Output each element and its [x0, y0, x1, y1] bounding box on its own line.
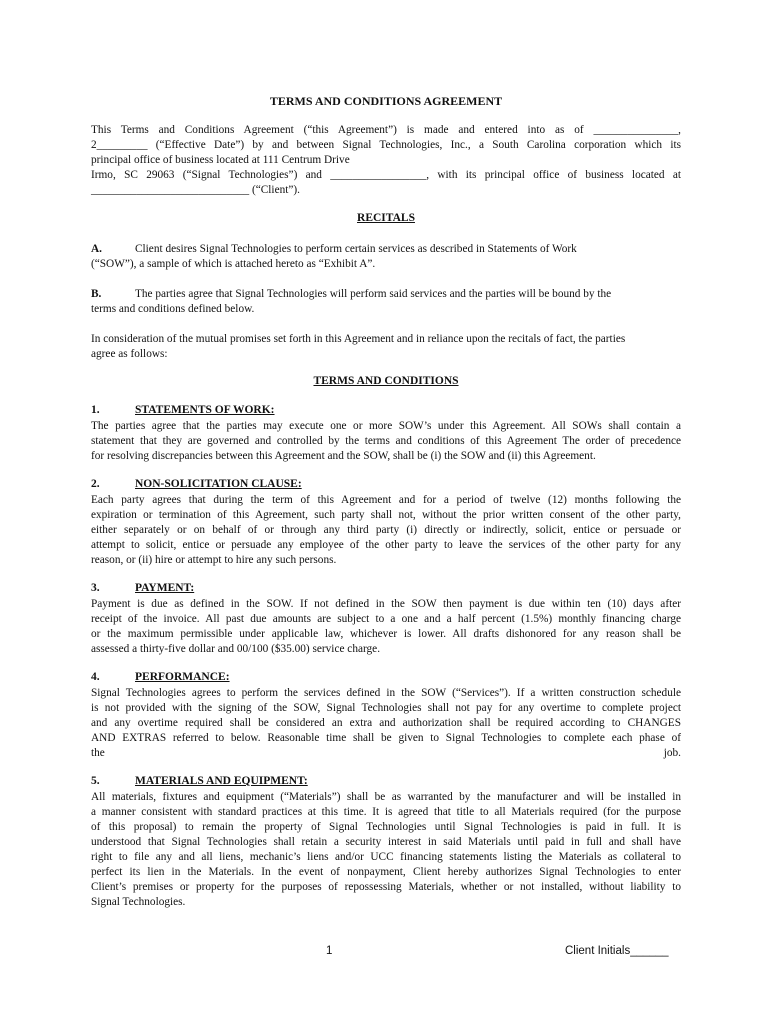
section-1-body [91, 419, 681, 464]
section-title: PERFORMANCE: [135, 671, 230, 683]
intro-line: 2_________ (“Effective Date”) by and between Signal Technologies, Inc., a South Carolina corporation which its [91, 139, 681, 151]
intro-line: This Terms and Conditions Agreement (“this Agreement”) is made and entered into as of _______________, [91, 124, 681, 136]
section-line: statement that they are governed and controlled by the terms and conditions of this Agreement The order of precedence [91, 435, 681, 447]
section-line: right to file any and all liens, mechanic’s liens and/or UCC financing statements listing the Materials as collateral to [91, 851, 681, 863]
section-line: Payment is due as defined in the SOW. If not defined in the SOW then payment is due within ten (10) days after [91, 598, 681, 610]
section-line: AND EXTRAS referred to below. Reasonable time shall be given to Signal Technologies to complete each phase of [91, 732, 681, 744]
section-3-heading [91, 582, 194, 594]
section-title: NON-SOLICITATION CLAUSE: [135, 478, 302, 490]
section-5-body [91, 790, 681, 910]
intro-line: ____________________________ (“Client”). [91, 184, 300, 196]
section-number: 5. [91, 775, 100, 787]
recital-b [91, 287, 681, 317]
intro-line: Irmo, SC 29063 (“Signal Technologies”) and _________________, with its principal office of business located at [91, 169, 681, 181]
section-line: Signal Technologies agrees to perform the services defined in the SOW (“Services”). If a written construction schedule [91, 687, 681, 699]
consideration-line: In consideration of the mutual promises set forth in this Agreement and in reliance upon the recitals of fact, the parties [91, 333, 626, 345]
section-number: 4. [91, 671, 100, 683]
section-1-heading [91, 404, 275, 416]
consideration-line: agree as follows: [91, 348, 168, 360]
section-line: either separately or on behalf of or through any third party (i) directly or indirectly, solicit, entice or persuade or [91, 524, 681, 536]
section-4-heading [91, 671, 230, 683]
recital-b-text: terms and conditions defined below. [91, 303, 255, 315]
section-5-heading [91, 775, 308, 787]
consideration-paragraph [91, 332, 681, 362]
section-3-body [91, 597, 681, 657]
section-4-body [91, 686, 681, 761]
section-title: PAYMENT: [135, 582, 195, 594]
section-line: assessed a thirty-five dollar and 00/100 ($35.00) service charge. [91, 643, 381, 655]
section-line: a manner consistent with standard practices at this time. It is agreed that title to all Materials required (for the purpose [91, 806, 681, 818]
recital-a-letter: A. [91, 243, 102, 255]
recital-b-text: The parties agree that Signal Technologies will perform said services and the parties will be bound by the [135, 288, 612, 300]
section-2-body [91, 493, 681, 568]
section-number: 1. [91, 404, 100, 416]
section-title: STATEMENTS OF WORK: [135, 404, 275, 416]
section-line: attempt to solicit, entice or persuade any employee of the other party to leave the services of the other party for any [91, 539, 681, 551]
recital-a [91, 242, 681, 272]
section-line: and any overtime required shall be considered an extra and authorization shall be required according to CHANGES [91, 717, 681, 729]
section-line: understood that Signal Technologies shall retain a security interest in said Materials until paid in full and shall have [91, 836, 681, 848]
recital-a-text: (“SOW”), a sample of which is attached hereto as “Exhibit A”. [91, 258, 376, 270]
section-line: of this proposal) to remain the property of Signal Technologies until Signal Technologies is paid in full. It is [91, 821, 681, 833]
recital-a-text: Client desires Signal Technologies to perform certain services as described in Statements of Work [135, 243, 577, 255]
section-line: or the maximum permissible under applicable law, whichever is lower. All drafts dishonored for any reason shall be [91, 628, 681, 640]
section-2-heading [91, 478, 302, 490]
section-line: perfect its lien in the Materials. In the event of nonpayment, Client hereby authorizes Signal Technologies to enter [91, 866, 681, 878]
section-line: reason, or (ii) hire or attempt to hire any such persons. [91, 554, 337, 566]
intro-line: principal office of business located at 111 Centrum Drive [91, 154, 350, 166]
section-line: receipt of the invoice. All past due amounts are subject to a one and a half percent (1.5%) monthly financing charge [91, 613, 681, 625]
document-title: TERMS AND CONDITIONS AGREEMENT [269, 94, 503, 108]
section-line: Each party agrees that during the term of this Agreement and for a period of twelve (12) months following the [91, 494, 681, 506]
section-number: 3. [91, 582, 100, 594]
section-line: Signal Technologies. [91, 896, 186, 908]
intro-paragraph [91, 123, 681, 198]
page-number: 1 [326, 945, 333, 957]
section-line: the job. [91, 747, 681, 759]
section-title: MATERIALS AND EQUIPMENT: [135, 775, 308, 787]
section-line: for resolving discrepancies between this Agreement and the SOW, shall be (i) the SOW and (ii) this Agreement. [91, 450, 596, 462]
section-line: is not provided with the signing of the SOW, Signal Technologies shall not pay for any overtime to complete project [91, 702, 681, 714]
section-line: The parties agree that the parties may execute one or more SOW’s under this Agreement. All SOWs shall contain a [91, 420, 681, 432]
section-line: expiration or termination of this Agreement, such party shall not, without the prior written consent of the other party, [91, 509, 681, 521]
section-number: 2. [91, 478, 100, 490]
section-line: All materials, fixtures and equipment (“Materials”) shall be as warranted by the manufacturer and will be installed in [91, 791, 681, 803]
recitals-heading: RECITALS [357, 212, 415, 224]
recital-b-letter: B. [91, 288, 102, 300]
client-initials-label: Client Initials______ [565, 945, 669, 957]
terms-heading: TERMS AND CONDITIONS [313, 375, 459, 387]
section-line: Client’s premises or property for the purposes of repossessing Materials, whether or not installed, without liability to [91, 881, 681, 893]
